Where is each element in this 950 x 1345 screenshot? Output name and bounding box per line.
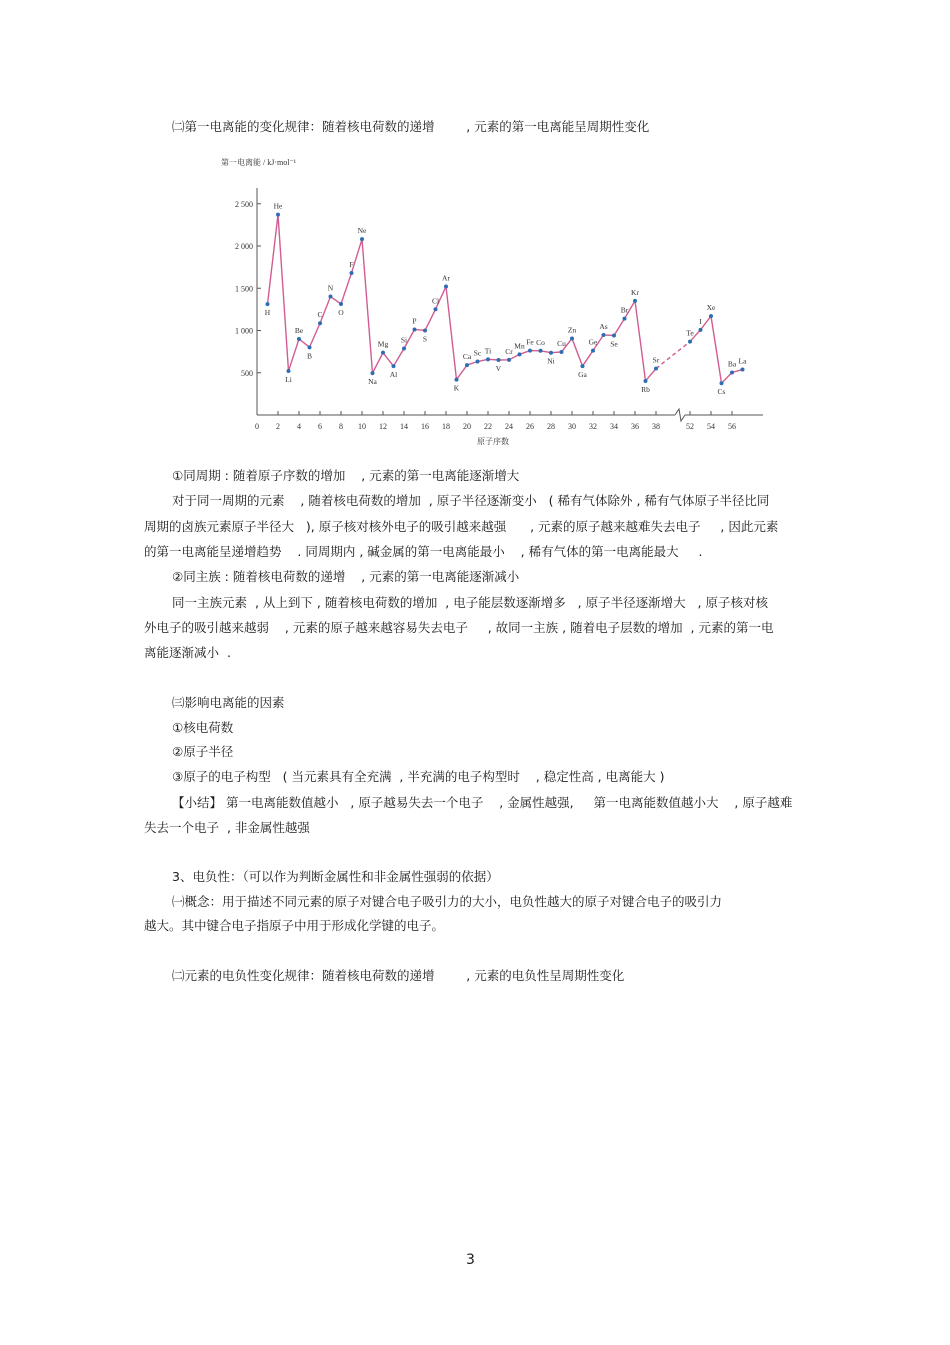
axis-break <box>675 409 685 421</box>
x-tick-label: 14 <box>400 422 408 431</box>
x-tick-label: 52 <box>686 422 694 431</box>
data-label-be: Be <box>294 325 304 335</box>
x-tick-label: 30 <box>568 422 576 431</box>
y-tick-label: 2 000 <box>235 242 253 251</box>
data-point-p <box>413 327 417 331</box>
data-point-xe <box>709 314 713 318</box>
x-tick-label: 16 <box>421 422 429 431</box>
data-label-he: He <box>273 201 283 211</box>
x-tick-label: 28 <box>547 422 555 431</box>
data-label-cr: Cr <box>505 346 513 356</box>
data-label-si: Si <box>400 335 408 345</box>
data-point-be <box>297 337 301 341</box>
data-point-cr <box>507 358 511 362</box>
data-point-br <box>623 317 627 321</box>
data-label-zn: Zn <box>567 325 577 335</box>
section-title-electronegativity: 3、电负性：（可以作为判断金属性和非金属性强弱的依据） <box>172 869 499 884</box>
paragraph-group-explanation-1: 同一主族元素 , 从上到下 , 随着核电荷数的增加 , 电子能层数逐渐增多 , 原子半径逐渐增大 , 原子核对核 <box>172 595 768 610</box>
electronegativity-concept-1: ㈠概念：用于描述不同元素的原子对键合电子吸引力的大小，电负性越大的原子对键合电子的吸引力 <box>172 894 723 909</box>
x-tick-label: 8 <box>339 422 343 431</box>
data-point-he <box>276 213 280 217</box>
data-point-cu <box>560 350 564 354</box>
x-tick-label: 34 <box>610 422 618 431</box>
series-line-period-1-4 <box>268 215 657 381</box>
data-label-b: B <box>306 351 313 361</box>
x-tick-label: 36 <box>631 422 639 431</box>
x-tick-label: 38 <box>652 422 660 431</box>
factor-electron-configuration: ③原子的电子构型 ( 当元素具有全充满 , 半充满的电子构型时 , 稳定性高 , 电离能大 ) <box>172 769 665 784</box>
data-label-ge: Ge <box>588 337 598 347</box>
data-point-li <box>287 369 291 373</box>
electronegativity-concept-2: 越大。其中键合电子指原子中用于形成化学键的电子。 <box>144 918 445 933</box>
paragraph-same-group: ②同主族 : 随着核电荷数的递增 , 元素的第一电离能逐渐减小 <box>172 569 520 584</box>
data-label-ba: Ba <box>727 359 737 369</box>
data-point-v <box>497 358 501 362</box>
y-tick-label: 500 <box>241 368 253 378</box>
section-heading-ionization-rule: ㈡第一电离能的变化规律：随着核电荷数的递增 , 元素的第一电离能呈周期性变化 <box>172 119 650 134</box>
summary-line-2: 失去一个电子 , 非金属性越强 <box>144 820 310 835</box>
x-tick-label: 4 <box>297 422 301 431</box>
data-point-i <box>699 328 703 332</box>
data-point-ar <box>444 284 448 288</box>
data-point-al <box>392 364 396 368</box>
x-tick-label: 2 <box>276 422 280 431</box>
data-point-s <box>423 329 427 333</box>
x-tick-label: 20 <box>463 422 471 431</box>
data-point-cl <box>434 307 438 311</box>
data-label-f: F <box>349 259 354 269</box>
factor-nuclear-charge: ①核电荷数 <box>172 720 234 735</box>
section-heading-factors: ㈢影响电离能的因素 <box>172 695 285 710</box>
data-label-o: O <box>338 307 344 317</box>
data-point-rb <box>644 379 648 383</box>
data-point-si <box>402 346 406 350</box>
data-label-cl: Cl <box>431 296 440 306</box>
data-point-ca <box>465 363 469 367</box>
x-tick-label: 26 <box>526 422 534 431</box>
series-line-period-5-6 <box>690 316 743 383</box>
data-point-fe <box>528 349 532 353</box>
data-label-co: Co <box>536 337 545 347</box>
y-tick-label: 1 500 <box>235 284 253 294</box>
x-tick-label: 0 <box>255 422 259 431</box>
paragraph-group-explanation-3: 离能逐渐减小 . <box>144 645 231 660</box>
data-label-n: N <box>327 283 334 293</box>
data-label-na: Na <box>368 377 377 387</box>
y-tick-label: 2 500 <box>235 199 253 209</box>
data-label-ti: Ti <box>484 346 492 356</box>
y-axis-label: 第一电离能 / kJ·mol⁻¹ <box>221 158 297 167</box>
data-point-h <box>266 302 270 306</box>
data-label-ni: Ni <box>547 356 555 366</box>
y-tick-label: 1 000 <box>235 326 253 336</box>
page-number: 3 <box>466 1252 475 1268</box>
data-label-c: C <box>317 310 323 320</box>
data-point-la <box>741 368 745 372</box>
x-tick-label: 6 <box>318 422 322 431</box>
paragraph-period-explanation-2: 周期的卤族元素原子半径大 ), 原子核对核外电子的吸引越来越强 , 元素的原子越来越难失去电子 , 因此元素 <box>144 519 779 534</box>
x-tick-label: 12 <box>379 422 387 431</box>
ionization-energy-chart <box>215 150 775 455</box>
x-tick-label: 54 <box>707 422 715 431</box>
summary-line-1: 【小结】 第一电离能数值越小 , 原子越易失去一个电子 , 金属性越强, 第一电离能数值越小大 , 原子越难 <box>172 795 793 810</box>
x-axis-label: 原子序数 <box>477 437 509 446</box>
data-label-v: V <box>495 363 502 373</box>
data-point-b <box>308 345 312 349</box>
data-label-te: Te <box>686 328 694 338</box>
data-label-ca: Ca <box>462 352 472 362</box>
x-tick-label: 22 <box>484 422 492 431</box>
data-point-te <box>688 340 692 344</box>
data-label-ne: Ne <box>357 226 367 236</box>
x-tick-label: 10 <box>358 422 366 431</box>
data-point-n <box>329 295 333 299</box>
data-label-xe: Xe <box>706 303 716 313</box>
data-label-sr: Sr <box>652 355 660 365</box>
data-point-o <box>339 302 343 306</box>
electronegativity-rule: ㈡元素的电负性变化规律：随着核电荷数的递增 , 元素的电负性呈周期性变化 <box>172 968 625 983</box>
data-point-sc <box>476 360 480 364</box>
data-point-f <box>350 271 354 275</box>
data-point-sr <box>654 367 658 371</box>
data-label-s: S <box>422 334 428 344</box>
data-point-cs <box>720 381 724 385</box>
data-label-sc: Sc <box>473 348 482 358</box>
data-point-na <box>371 371 375 375</box>
data-label-p: P <box>412 316 417 326</box>
data-label-mn: Mn <box>514 341 525 351</box>
data-point-ge <box>591 349 595 353</box>
data-point-mn <box>518 352 522 356</box>
data-label-as: As <box>599 321 608 331</box>
data-point-mg <box>381 351 385 355</box>
data-label-h: H <box>264 308 271 318</box>
paragraph-same-period: ①同周期 : 随着原子序数的增加 , 元素的第一电离能逐渐增大 <box>172 468 520 483</box>
series-gap-dashed <box>656 342 690 369</box>
data-label-br: Br <box>620 305 629 315</box>
data-label-fe: Fe <box>526 337 534 347</box>
paragraph-group-explanation-2: 外电子的吸引越来越弱 , 元素的原子越来越容易失去电子 , 故同一主族 , 随着电子层数的增加 , 元素的第一电 <box>144 620 774 635</box>
data-point-se <box>612 333 616 337</box>
data-label-kr: Kr <box>631 287 639 297</box>
data-point-k <box>455 378 459 382</box>
x-tick-label: 18 <box>442 422 450 431</box>
data-label-rb: Rb <box>641 384 650 394</box>
data-point-ti <box>486 357 490 361</box>
data-label-li: Li <box>285 375 292 385</box>
data-label-se: Se <box>610 339 618 349</box>
data-label-ar: Ar <box>442 273 450 283</box>
data-label-ga: Ga <box>578 370 587 380</box>
paragraph-period-explanation-1: 对于同一周期的元素 , 随着核电荷数的增加 , 原子半径逐渐变小 ( 稀有气体除外 , 稀有气体原子半径比同 <box>172 493 770 508</box>
data-label-k: K <box>453 383 460 393</box>
factor-atomic-radius: ②原子半径 <box>172 744 234 759</box>
data-point-ne <box>360 237 364 241</box>
data-label-i: I <box>699 316 702 326</box>
x-tick-label: 56 <box>728 422 736 431</box>
data-label-al: Al <box>389 370 398 380</box>
x-tick-label: 32 <box>589 422 597 431</box>
x-tick-label: 24 <box>505 422 513 431</box>
data-point-ga <box>581 364 585 368</box>
data-label-la: La <box>738 356 747 366</box>
data-point-ba <box>730 370 734 374</box>
data-point-zn <box>570 336 574 340</box>
data-label-mg: Mg <box>377 339 389 349</box>
paragraph-period-explanation-3: 的第一电离能呈递增趋势 . 同周期内 , 碱金属的第一电离能最小 , 稀有气体的第一电离能最大 . <box>144 544 703 559</box>
data-point-as <box>602 333 606 337</box>
data-point-ni <box>549 351 553 355</box>
data-label-cs: Cs <box>717 387 726 397</box>
data-point-co <box>539 349 543 353</box>
data-point-kr <box>633 299 637 303</box>
data-label-cu: Cu <box>557 338 566 348</box>
data-point-c <box>318 321 322 325</box>
